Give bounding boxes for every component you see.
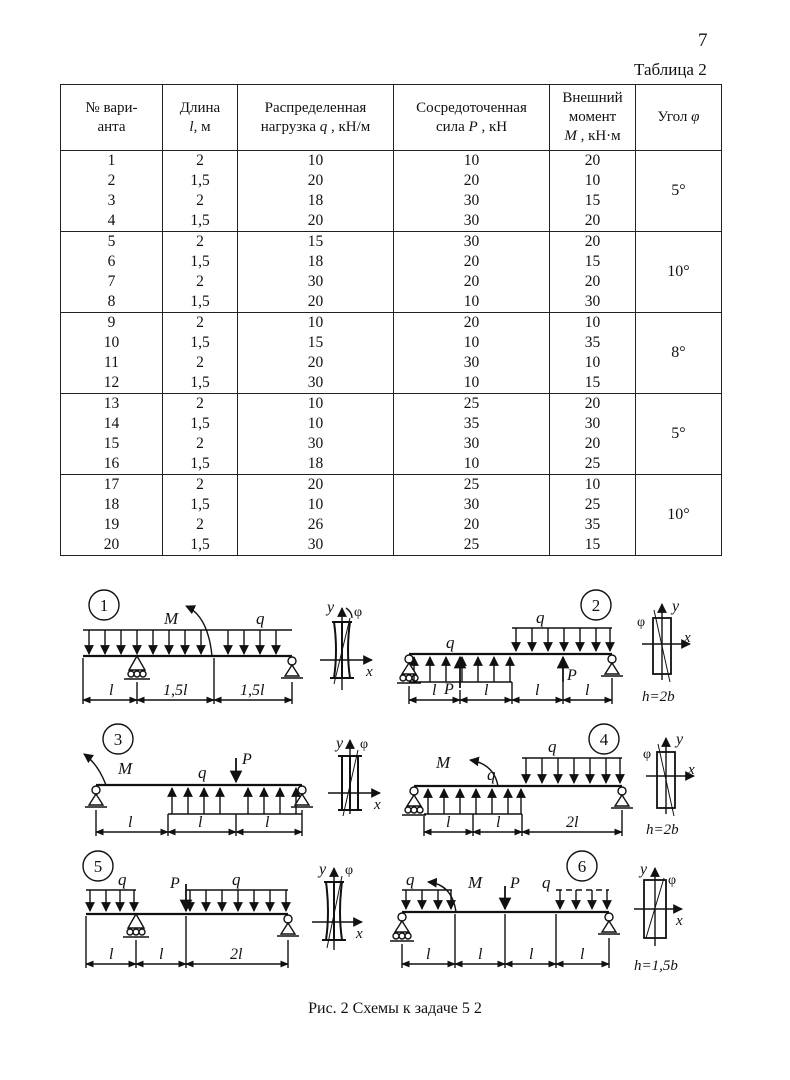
scheme-5-cross-section [312, 868, 362, 950]
page-number: 7 [698, 30, 708, 51]
cell-concentrated-force: 35 [394, 414, 550, 434]
cell-external-moment: 10 [550, 313, 636, 334]
table-caption: Таблица 2 [634, 60, 707, 79]
scheme-6-phi: φ [668, 873, 677, 888]
cell-variant: 14 [61, 414, 163, 434]
scheme-2-upward-load [414, 657, 510, 682]
cell-variant: 4 [61, 211, 163, 232]
cell-variant: 12 [61, 373, 163, 394]
scheme-2-label-P1: P [444, 681, 454, 698]
scheme-5-supports [123, 914, 299, 937]
table-row [61, 211, 722, 232]
scheme-6-load-left [406, 890, 451, 909]
cell-angle: 8° [636, 313, 722, 394]
table-row [61, 171, 722, 191]
cell-concentrated-force: 25 [394, 475, 550, 496]
scheme-4-downward-load [526, 758, 620, 783]
table-row [61, 475, 722, 496]
cell-length: 2 [163, 515, 238, 535]
table-row [61, 252, 722, 272]
cell-variant: 1 [61, 151, 163, 172]
cell-external-moment: 35 [550, 333, 636, 353]
cell-concentrated-force: 25 [394, 394, 550, 415]
cell-external-moment: 15 [550, 252, 636, 272]
scheme-3-label-P: P [242, 751, 252, 768]
scheme-1 [83, 590, 373, 704]
cell-variant: 17 [61, 475, 163, 496]
cell-distributed-load: 20 [238, 292, 394, 313]
table-row [61, 515, 722, 535]
scheme-6-dim-4: l [580, 946, 585, 963]
cell-distributed-load: 10 [238, 313, 394, 334]
cell-length: 2 [163, 151, 238, 172]
scheme-3-number: 3 [113, 730, 123, 749]
scheme-5-load-right [190, 890, 286, 911]
cell-variant: 11 [61, 353, 163, 373]
scheme-6-axis-y: y [640, 861, 648, 878]
cell-distributed-load: 18 [238, 252, 394, 272]
table-row [61, 151, 722, 172]
cell-length: 1,5 [163, 211, 238, 232]
scheme-1-moment-arrow [186, 606, 212, 656]
scheme-2-dim-2: l [484, 682, 489, 699]
cell-concentrated-force: 20 [394, 171, 550, 191]
cell-distributed-load: 20 [238, 171, 394, 191]
cell-distributed-load: 10 [238, 414, 394, 434]
cell-distributed-load: 10 [238, 151, 394, 172]
cell-length: 1,5 [163, 292, 238, 313]
cell-length: 1,5 [163, 495, 238, 515]
scheme-1-cross-section [320, 608, 372, 690]
scheme-5-dimensions [86, 916, 288, 968]
cell-distributed-load: 30 [238, 272, 394, 292]
cell-concentrated-force: 10 [394, 333, 550, 353]
cell-concentrated-force: 30 [394, 191, 550, 211]
cell-external-moment: 30 [550, 414, 636, 434]
cell-distributed-load: 15 [238, 333, 394, 353]
header-angle: Угол φ [636, 85, 722, 151]
cell-distributed-load: 20 [238, 353, 394, 373]
cell-distributed-load: 20 [238, 475, 394, 496]
cell-length: 1,5 [163, 535, 238, 556]
table-row [61, 394, 722, 415]
scheme-3-phi: φ [360, 737, 369, 752]
figure-caption: Рис. 2 Схемы к задаче 5 2 [308, 1000, 482, 1017]
scheme-6 [390, 851, 683, 974]
scheme-3-label-q: q [198, 763, 207, 782]
cell-length: 2 [163, 353, 238, 373]
scheme-6-label-M: M [468, 873, 483, 892]
scheme-6-label-P: P [510, 875, 520, 892]
cell-concentrated-force: 10 [394, 373, 550, 394]
cell-length: 2 [163, 475, 238, 496]
cell-external-moment: 15 [550, 535, 636, 556]
scheme-1-phi: φ [354, 605, 363, 620]
scheme-4-ratio: h=2b [646, 822, 679, 838]
scheme-6-dim-2: l [478, 946, 483, 963]
cell-external-moment: 15 [550, 191, 636, 211]
cell-distributed-load: 30 [238, 373, 394, 394]
cell-external-moment: 10 [550, 475, 636, 496]
scheme-6-dim-3: l [529, 946, 534, 963]
scheme-6-dim-1: l [426, 946, 431, 963]
table-row [61, 373, 722, 394]
scheme-3-axis-x: x [374, 797, 381, 813]
header-length: Длина l, м [163, 85, 238, 151]
scheme-3-dim-2: l [198, 814, 203, 831]
table-row [61, 272, 722, 292]
scheme-1-label-M: M [164, 609, 179, 628]
scheme-6-number: 6 [577, 857, 587, 876]
scheme-6-label-q1: q [406, 870, 415, 889]
cell-distributed-load: 26 [238, 515, 394, 535]
table-row [61, 454, 722, 475]
scheme-2 [397, 590, 691, 705]
cell-concentrated-force: 10 [394, 454, 550, 475]
cell-external-moment: 10 [550, 353, 636, 373]
scheme-2-dim-3: l [535, 682, 540, 699]
cell-length: 2 [163, 232, 238, 253]
scheme-1-dim-3: 1,5l [240, 682, 265, 699]
cell-external-moment: 20 [550, 434, 636, 454]
scheme-6-label-q2: q [542, 873, 551, 892]
cell-variant: 10 [61, 333, 163, 353]
cell-angle: 5° [636, 151, 722, 232]
cell-distributed-load: 20 [238, 211, 394, 232]
scheme-2-downward-load [516, 628, 610, 651]
cell-angle: 10° [636, 232, 722, 313]
scheme-4-dim-1: l [446, 814, 451, 831]
scheme-3-dim-1: l [128, 814, 133, 831]
cell-length: 2 [163, 434, 238, 454]
scheme-2-label-P2: P [567, 667, 577, 684]
scheme-5-dim-2: l [159, 946, 164, 963]
table-row [61, 333, 722, 353]
scheme-2-label-q2: q [536, 608, 545, 627]
table-row [61, 313, 722, 334]
scheme-3-upward-load [172, 788, 296, 814]
scheme-6-ratio: h=1,5b [634, 958, 678, 974]
cell-length: 2 [163, 394, 238, 415]
scheme-1-number: 1 [99, 596, 109, 615]
scheme-2-dim-4: l [585, 682, 590, 699]
scheme-4-number: 4 [599, 730, 609, 749]
cell-distributed-load: 15 [238, 232, 394, 253]
scheme-1-dim-1: l [109, 682, 114, 699]
cell-distributed-load: 30 [238, 434, 394, 454]
cell-concentrated-force: 20 [394, 313, 550, 334]
scheme-2-dim-1: l [432, 682, 437, 699]
scheme-4-axis-x: x [688, 762, 695, 778]
cell-external-moment: 20 [550, 272, 636, 292]
cell-angle: 5° [636, 394, 722, 475]
scheme-2-axis-y: y [672, 598, 680, 615]
scheme-4-phi: φ [643, 747, 652, 762]
cell-external-moment: 20 [550, 151, 636, 172]
cell-length: 1,5 [163, 333, 238, 353]
cell-variant: 7 [61, 272, 163, 292]
scheme-4-cross-section [646, 738, 694, 816]
scheme-4-dim-3: 2l [566, 814, 579, 831]
scheme-2-ratio: h=2b [642, 689, 675, 705]
cell-length: 2 [163, 191, 238, 211]
cell-concentrated-force: 30 [394, 495, 550, 515]
data-table [60, 84, 722, 556]
scheme-5-label-q2: q [232, 870, 241, 889]
scheme-5-phi: φ [345, 863, 354, 878]
cell-variant: 18 [61, 495, 163, 515]
scheme-6-dimensions [402, 914, 609, 968]
cell-length: 1,5 [163, 454, 238, 475]
cell-distributed-load: 10 [238, 394, 394, 415]
cell-external-moment: 30 [550, 292, 636, 313]
cell-concentrated-force: 10 [394, 292, 550, 313]
cell-variant: 6 [61, 252, 163, 272]
cell-concentrated-force: 30 [394, 434, 550, 454]
cell-length: 1,5 [163, 252, 238, 272]
scheme-6-moment-arrow [428, 882, 456, 912]
table-row [61, 232, 722, 253]
scheme-2-phi: φ [637, 615, 646, 630]
table-row [61, 191, 722, 211]
cell-length: 1,5 [163, 373, 238, 394]
scheme-5-dim-3: 2l [230, 946, 243, 963]
cell-concentrated-force: 30 [394, 211, 550, 232]
scheme-2-number: 2 [591, 596, 601, 615]
cell-variant: 20 [61, 535, 163, 556]
scheme-5-dim-1: l [109, 946, 114, 963]
cell-variant: 13 [61, 394, 163, 415]
cell-distributed-load: 18 [238, 454, 394, 475]
cell-distributed-load: 10 [238, 495, 394, 515]
scheme-3-label-M: M [118, 759, 133, 778]
scheme-3-moment-arrow [84, 754, 106, 785]
cell-concentrated-force: 25 [394, 535, 550, 556]
scheme-3-axis-y: y [336, 735, 344, 752]
cell-concentrated-force: 30 [394, 232, 550, 253]
scheme-3-supports [85, 786, 313, 807]
beam-schemes-figure [0, 578, 790, 998]
scheme-2-axis-x: x [684, 630, 691, 646]
scheme-3 [84, 724, 381, 836]
cell-length: 1,5 [163, 171, 238, 191]
scheme-4-dim-2: l [496, 814, 501, 831]
cell-variant: 3 [61, 191, 163, 211]
cell-external-moment: 20 [550, 394, 636, 415]
scheme-4-label-q1: q [487, 765, 496, 784]
scheme-5-axis-y: y [319, 861, 327, 878]
cell-variant: 5 [61, 232, 163, 253]
cell-external-moment: 20 [550, 232, 636, 253]
cell-length: 1,5 [163, 414, 238, 434]
cell-concentrated-force: 30 [394, 353, 550, 373]
table-row [61, 414, 722, 434]
cell-distributed-load: 30 [238, 535, 394, 556]
scheme-5-load-left [90, 890, 134, 911]
cell-concentrated-force: 10 [394, 151, 550, 172]
scheme-1-axis-x: x [366, 664, 373, 680]
table-row [61, 353, 722, 373]
cell-concentrated-force: 20 [394, 515, 550, 535]
cell-angle: 10° [636, 475, 722, 556]
cell-external-moment: 35 [550, 515, 636, 535]
scheme-3-dim-3: l [265, 814, 270, 831]
cell-concentrated-force: 20 [394, 272, 550, 292]
scheme-5-label-q1: q [118, 870, 127, 889]
scheme-6-axis-x: x [676, 913, 683, 929]
table-row [61, 535, 722, 556]
scheme-5-label-P: P [170, 875, 180, 892]
scheme-4-upward-load [428, 789, 521, 814]
cell-variant: 15 [61, 434, 163, 454]
cell-concentrated-force: 20 [394, 252, 550, 272]
cell-variant: 16 [61, 454, 163, 475]
cell-variant: 9 [61, 313, 163, 334]
cell-external-moment: 15 [550, 373, 636, 394]
scheme-4-supports [402, 787, 633, 815]
scheme-6-load-right [560, 890, 607, 909]
cell-external-moment: 25 [550, 495, 636, 515]
table-row [61, 292, 722, 313]
scheme-4-label-q2: q [548, 737, 557, 756]
scheme-1-label-q: q [256, 609, 265, 628]
scheme-1-axis-y: y [327, 599, 335, 616]
cell-variant: 8 [61, 292, 163, 313]
cell-external-moment: 20 [550, 211, 636, 232]
table-row [61, 434, 722, 454]
scheme-1-load-arrows [89, 630, 276, 654]
cell-variant: 19 [61, 515, 163, 535]
cell-length: 2 [163, 272, 238, 292]
scheme-2-cross-section [642, 604, 690, 682]
cell-external-moment: 10 [550, 171, 636, 191]
scheme-5-number: 5 [93, 857, 103, 876]
header-concentrated-force: Сосредоточенная сила P , кН [394, 85, 550, 151]
header-external-moment: Внешний момент M , кН·м [550, 85, 636, 151]
scheme-2-label-q1: q [446, 633, 455, 652]
scheme-5 [83, 851, 363, 968]
cell-variant: 2 [61, 171, 163, 191]
scheme-4-axis-y: y [676, 731, 684, 748]
scheme-5-axis-x: x [356, 926, 363, 942]
cell-length: 2 [163, 313, 238, 334]
scheme-4 [402, 724, 695, 838]
header-variant: № вари- анта [61, 85, 163, 151]
header-distributed-load: Распределенная нагрузка q , кН/м [238, 85, 394, 151]
cell-external-moment: 25 [550, 454, 636, 475]
scheme-1-dim-2: 1,5l [163, 682, 188, 699]
scheme-4-label-M: M [436, 753, 451, 772]
cell-distributed-load: 18 [238, 191, 394, 211]
table-row [61, 495, 722, 515]
